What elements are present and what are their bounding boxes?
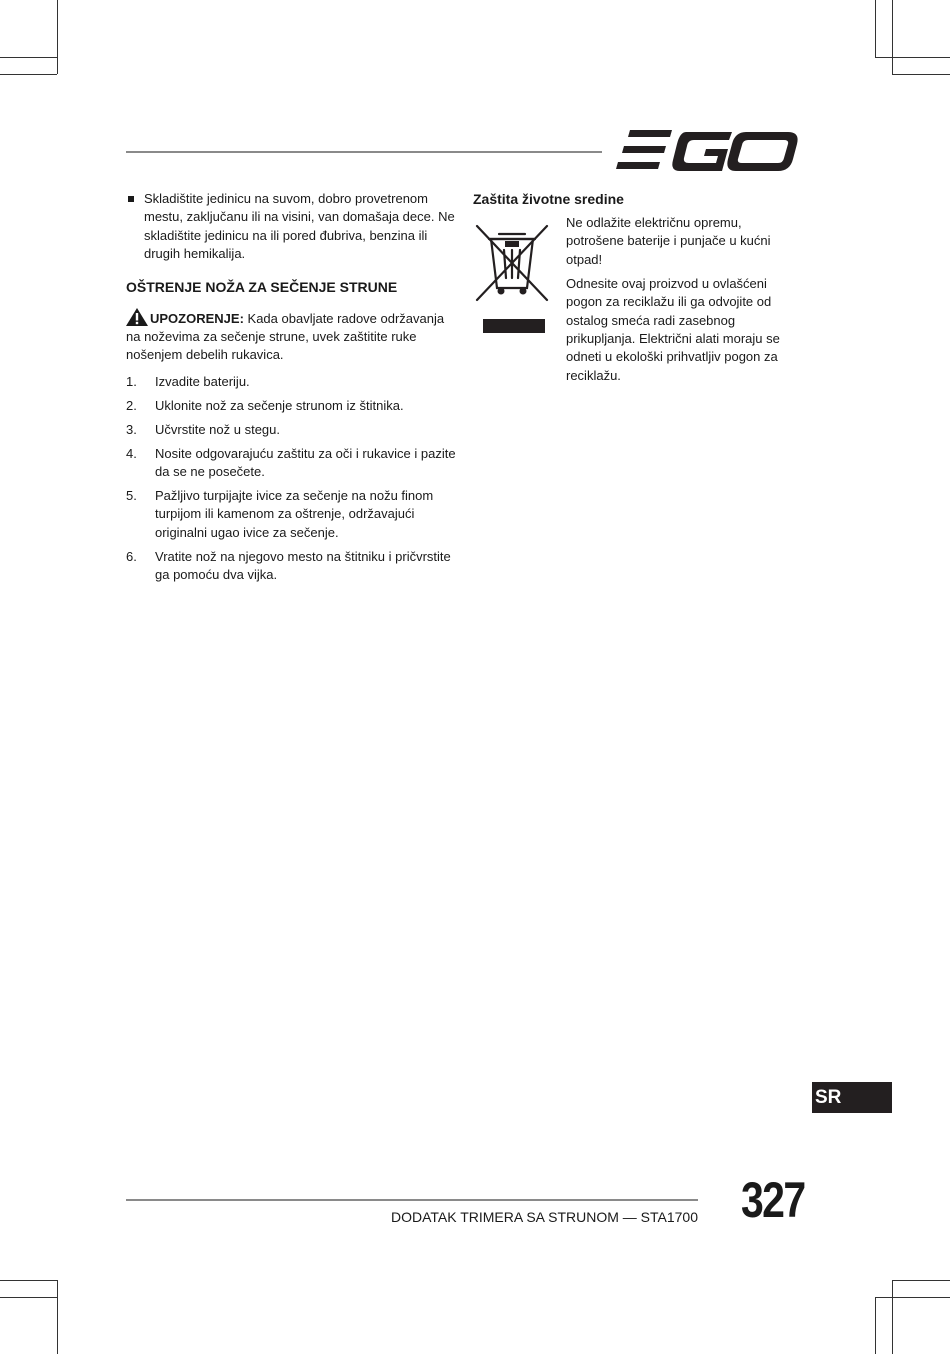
square-bullet-icon <box>128 196 134 202</box>
environment-paragraph-1: Ne odlažite električnu opremu, potrošene baterije i punjače u kućni otpad! <box>566 215 771 267</box>
environment-text <box>566 214 802 391</box>
crop-mark <box>892 74 950 75</box>
warning-text: Kada obavljate radove održavanja na noževima za sečenje strune, uvek zaštitite ruke nošenjem debelih rukavica. <box>126 310 445 363</box>
header-rule <box>126 151 602 153</box>
section-heading: OŠTRENJE NOŽA ZA SEČENJE STRUNE <box>126 278 398 295</box>
list-item <box>126 397 456 415</box>
crop-mark <box>0 1280 57 1281</box>
crop-mark <box>892 0 893 74</box>
crop-mark <box>57 1280 58 1354</box>
ego-logo <box>616 128 800 172</box>
crop-mark <box>892 1280 950 1281</box>
crop-mark <box>875 0 876 57</box>
environment-paragraph-2: Odnesite ovaj proizvod u ovlašćeni pogon za reciklažu ili ga odvojite od ostalog smeća radi zasebnog prikupljanja. Električni alati moraju se odneti u ekološki prihvatljiv pogon za reciklažu. <box>566 275 780 383</box>
crop-mark <box>875 57 950 58</box>
list-item <box>126 421 456 439</box>
storage-bullet <box>126 190 456 264</box>
step-number: 5. <box>126 487 137 503</box>
environment-heading: Zaštita životne sredine <box>473 191 624 207</box>
step-number: 1. <box>126 373 137 389</box>
step-number: 6. <box>126 548 137 564</box>
step-text: Uklonite nož za sečenje strunom iz štitnika. <box>155 397 404 413</box>
warning-label: UPOZORENJE: <box>150 310 244 326</box>
footer-rule <box>126 1199 698 1201</box>
sharpening-steps <box>126 373 456 585</box>
step-number: 4. <box>126 445 137 461</box>
crop-mark <box>0 57 57 58</box>
storage-text: Skladištite jedinicu na suvom, dobro provetrenom mestu, zaključanu ili na visini, van domašaja dece. Ne skladištite jedinicu na ili pored đubriva, benzina ili drugih hemikalija. <box>144 191 455 262</box>
step-text: Izvadite bateriju. <box>155 373 250 389</box>
crop-mark <box>875 1297 950 1298</box>
footer-title: DODATAK TRIMERA SA STRUNOM — STA1700 <box>390 1209 698 1225</box>
right-column <box>473 190 803 383</box>
step-text: Učvrstite nož u stegu. <box>155 421 280 437</box>
step-text: Vratite nož na njegovo mesto na štitniku i pričvrstite ga pomoću dva vijka. <box>155 548 451 582</box>
step-number: 2. <box>126 397 137 413</box>
list-item <box>126 445 456 482</box>
left-column <box>126 190 456 590</box>
crossed-bin-icon <box>475 222 549 337</box>
list-item <box>126 373 456 391</box>
language-badge: SR <box>812 1082 892 1113</box>
crop-mark <box>0 1297 57 1298</box>
list-item <box>126 487 456 542</box>
warning-triangle-icon <box>126 308 148 326</box>
crop-mark <box>57 0 58 74</box>
step-text: Pažljivo turpijajte ivice za sečenje na nožu finom turpijom ili kamenom za oštrenje, održavajući originalni ugao ivice za sečenje. <box>155 487 434 540</box>
crop-mark <box>0 74 57 75</box>
crop-mark <box>892 1280 893 1354</box>
step-text: Nosite odgovarajuću zaštitu za oči i rukavice i pazite da se ne posečete. <box>155 445 456 479</box>
warning-block <box>126 308 456 365</box>
step-number: 3. <box>126 421 137 437</box>
crop-mark <box>875 1297 876 1354</box>
list-item <box>126 548 456 585</box>
page-number: 327 <box>741 1172 805 1228</box>
